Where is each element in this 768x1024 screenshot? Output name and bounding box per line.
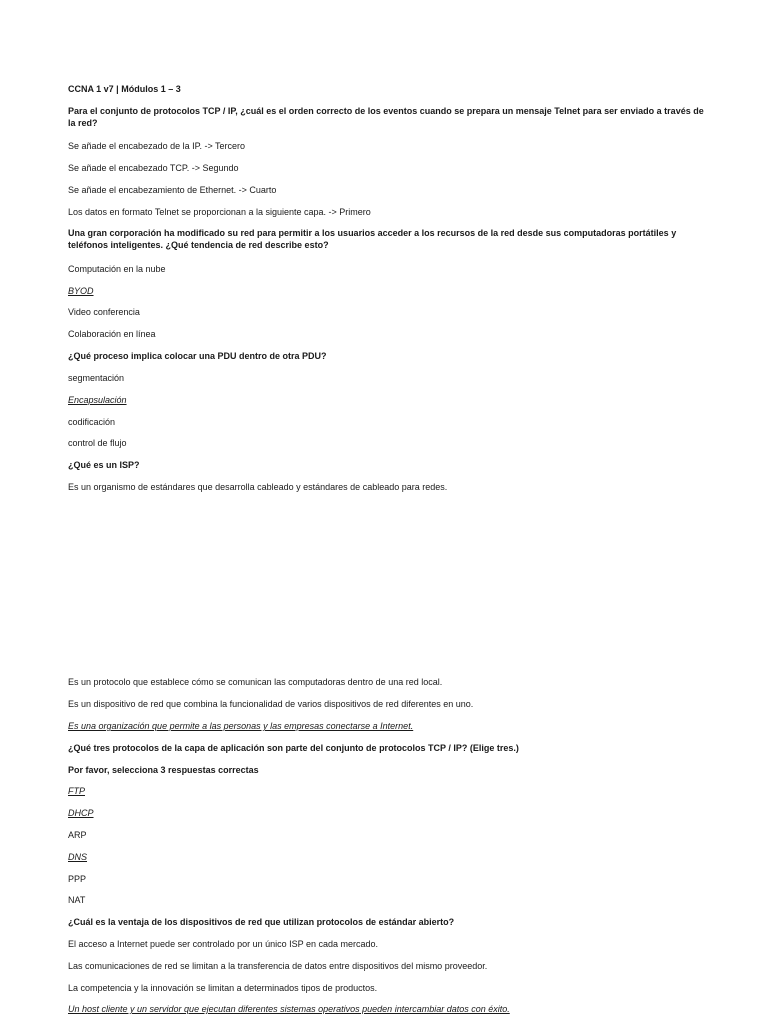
question-1-option-2: Se añade el encabezado TCP. -> Segundo	[68, 163, 239, 173]
question-3-correct-answer: Encapsulación	[68, 395, 127, 405]
question-3-option-4: control de flujo	[68, 438, 127, 448]
question-1-text: Para el conjunto de protocolos TCP / IP, ¿cuál es el orden correcto de los eventos cuando se prepara un mensaje Telnet para ser enviado a través de la red?	[68, 106, 704, 128]
question-4-option-1: Es un organismo de estándares que desarrolla cableado y estándares de cableado para redes.	[68, 482, 448, 492]
question-2-option-3: Video conferencia	[68, 307, 140, 317]
question-4-option-3: Es un dispositivo de red que combina la funcionalidad de varios dispositivos de red diferentes en uno.	[68, 699, 474, 709]
question-3-option-3: codificación	[68, 417, 116, 427]
question-5-correct-answer-1: FTP	[68, 786, 85, 796]
question-5-option-5: PPP	[68, 874, 87, 884]
question-6-text: ¿Cuál es la ventaja de los dispositivos de red que utilizan protocolos de estándar abierto?	[68, 917, 455, 927]
question-2-option-1: Computación en la nube	[68, 264, 166, 274]
question-3-text: ¿Qué proceso implica colocar una PDU dentro de otra PDU?	[68, 351, 327, 361]
question-6-option-1: El acceso a Internet puede ser controlado por un único ISP en cada mercado.	[68, 939, 379, 949]
question-1-option-1: Se añade el encabezado de la IP. -> Tercero	[68, 141, 246, 151]
question-4-text: ¿Qué es un ISP?	[68, 460, 140, 470]
question-5-option-3: ARP	[68, 830, 87, 840]
question-5-text: ¿Qué tres protocolos de la capa de aplicación son parte del conjunto de protocolos TCP / IP? (Elige tres.)	[68, 743, 519, 753]
question-2-option-4: Colaboración en línea	[68, 329, 156, 339]
question-5-correct-answer-2: DHCP	[68, 808, 94, 818]
question-4-correct-answer: Es una organización que permite a las personas y las empresas conectarse a Internet.	[68, 721, 414, 731]
question-5-correct-answer-3: DNS	[68, 852, 88, 862]
question-1-option-4: Los datos en formato Telnet se proporcionan a la siguiente capa. -> Primero	[68, 207, 371, 217]
question-3-option-1: segmentación	[68, 373, 125, 383]
question-6-option-3: La competencia y la innovación se limitan a determinados tipos de productos.	[68, 983, 378, 993]
question-4-option-2: Es un protocolo que establece cómo se comunican las computadoras dentro de una red local.	[68, 677, 443, 687]
document-title: CCNA 1 v7 | Módulos 1 – 3	[68, 84, 181, 94]
question-2-correct-answer: BYOD	[68, 286, 94, 296]
question-1-option-3: Se añade el encabezamiento de Ethernet. -> Cuarto	[68, 185, 277, 195]
question-6-correct-answer: Un host cliente y un servidor que ejecutan diferentes sistemas operativos pueden intercambiar datos con éxito.	[68, 1004, 510, 1014]
question-6-option-2: Las comunicaciones de red se limitan a la transferencia de datos entre dispositivos del mismo proveedor.	[68, 961, 488, 971]
question-5-option-6: NAT	[68, 895, 86, 905]
question-2-text: Una gran corporación ha modificado su red para permitir a los usuarios acceder a los recursos de la red desde sus computadoras portátiles y teléfonos inteligentes. ¿Qué tendencia de red describe esto?	[68, 228, 677, 250]
question-5-instruction: Por favor, selecciona 3 respuestas correctas	[68, 765, 259, 775]
